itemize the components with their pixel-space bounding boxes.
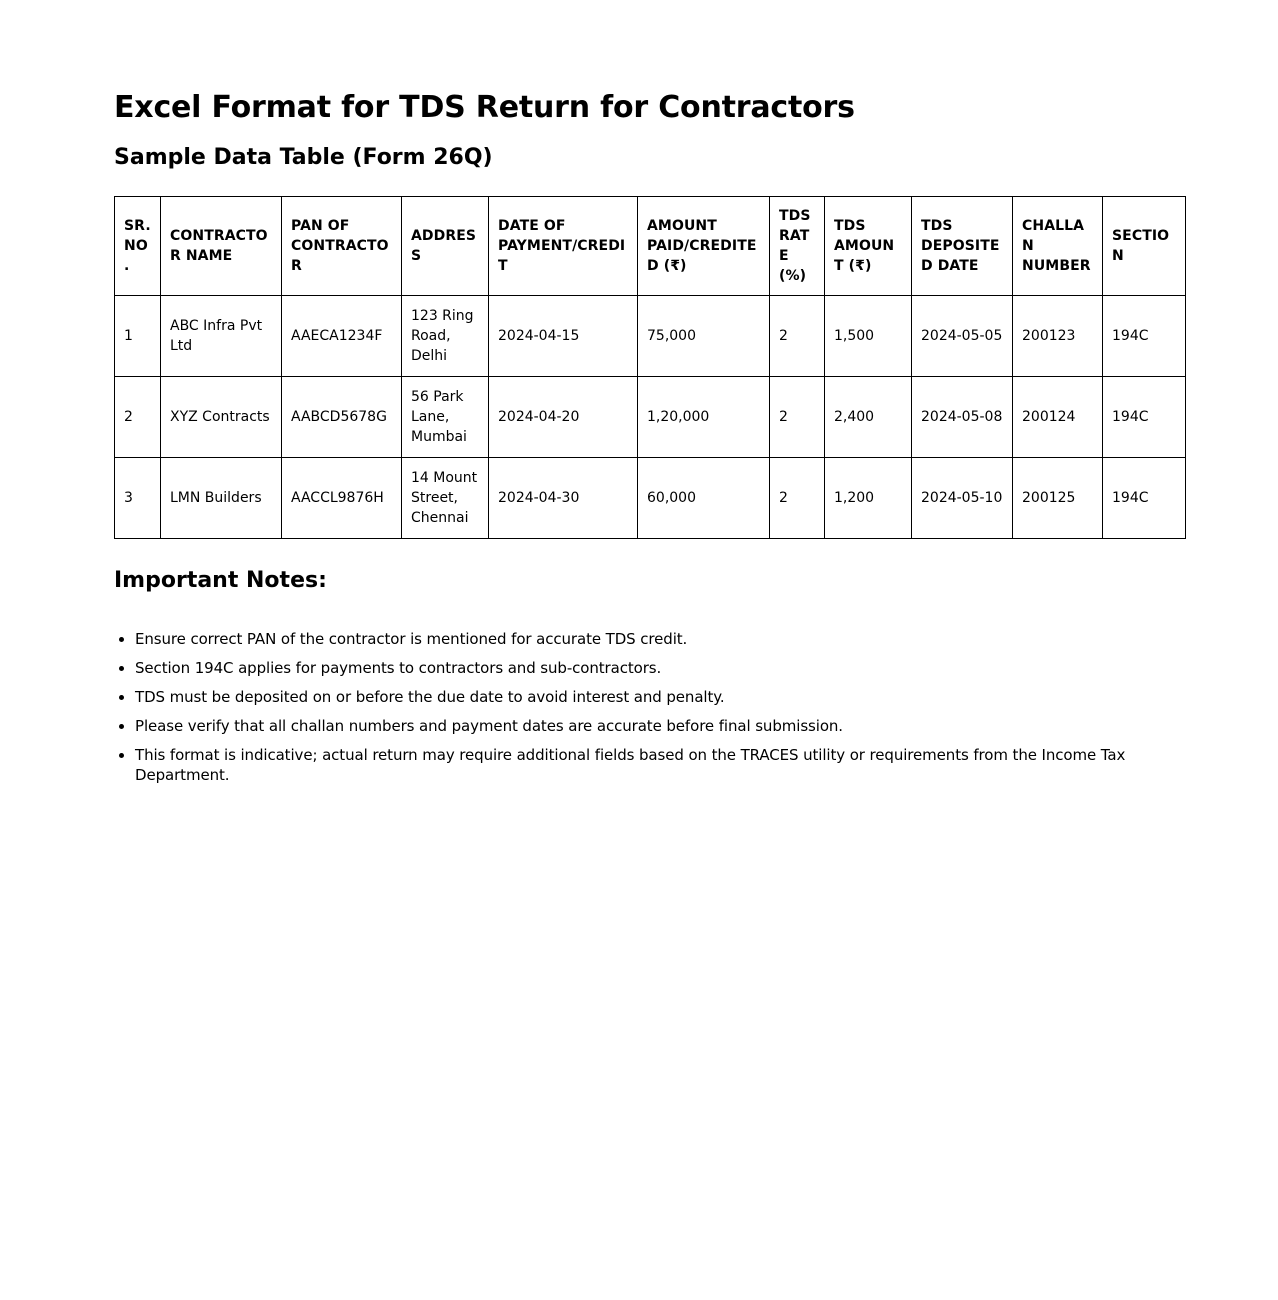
cell-address: 56 Park Lane, Mumbai: [402, 377, 489, 458]
header-pan: PAN OF CONTRACTOR: [282, 197, 402, 296]
cell-tds-rate: 2: [770, 377, 825, 458]
table-row: [115, 458, 1186, 539]
cell-amount-paid: 60,000: [638, 458, 770, 539]
list-item: • TDS must be deposited on or before the due date to avoid interest and penalty.: [135, 687, 1185, 707]
cell-tds-deposited-date: 2024-05-05: [912, 296, 1013, 377]
header-tds-amount: TDS AMOUNT (₹): [825, 197, 912, 296]
cell-address: 14 Mount Street, Chennai: [402, 458, 489, 539]
cell-section: 194C: [1103, 377, 1186, 458]
cell-section: 194C: [1103, 296, 1186, 377]
table-row: [115, 377, 1186, 458]
header-tds-rate: TDS RATE (%): [770, 197, 825, 296]
tds-data-table: [114, 196, 1186, 539]
cell-amount-paid: 75,000: [638, 296, 770, 377]
cell-tds-rate: 2: [770, 458, 825, 539]
header-amount-paid: AMOUNT PAID/CREDITED (₹): [638, 197, 770, 296]
cell-tds-rate: 2: [770, 296, 825, 377]
list-item: • Please verify that all challan numbers and payment dates are accurate before final submission.: [135, 716, 1185, 736]
cell-address: 123 Ring Road, Delhi: [402, 296, 489, 377]
cell-challan-number: 200124: [1013, 377, 1103, 458]
header-payment-date: DATE OF PAYMENT/CREDIT: [489, 197, 638, 296]
header-challan-number: CHALLAN NUMBER: [1013, 197, 1103, 296]
cell-tds-deposited-date: 2024-05-10: [912, 458, 1013, 539]
cell-tds-amount: 2,400: [825, 377, 912, 458]
header-sr-no: SR. NO.: [115, 197, 161, 296]
cell-tds-amount: 1,200: [825, 458, 912, 539]
list-item: • This format is indicative; actual return may require additional fields based on the TRACES utility or requirements from the Income Tax Department.: [135, 745, 1185, 785]
header-contractor-name: CONTRACTOR NAME: [161, 197, 282, 296]
cell-challan-number: 200125: [1013, 458, 1103, 539]
table-row: [115, 296, 1186, 377]
header-tds-deposited-date: TDS DEPOSITED DATE: [912, 197, 1013, 296]
cell-contractor-name: XYZ Contracts: [161, 377, 282, 458]
cell-sr-no: 1: [115, 296, 161, 377]
cell-sr-no: 3: [115, 458, 161, 539]
cell-pan: AAECA1234F: [282, 296, 402, 377]
table-section-heading: Sample Data Table (Form 26Q): [114, 145, 493, 170]
cell-amount-paid: 1,20,000: [638, 377, 770, 458]
notes-heading: Important Notes:: [114, 568, 327, 593]
cell-payment-date: 2024-04-20: [489, 377, 638, 458]
cell-payment-date: 2024-04-15: [489, 296, 638, 377]
cell-tds-amount: 1,500: [825, 296, 912, 377]
table-header-row: [115, 197, 1186, 296]
cell-payment-date: 2024-04-30: [489, 458, 638, 539]
header-section: SECTION: [1103, 197, 1186, 296]
header-address: ADDRESS: [402, 197, 489, 296]
list-item: • Section 194C applies for payments to contractors and sub-contractors.: [135, 658, 1185, 678]
cell-contractor-name: ABC Infra Pvt Ltd: [161, 296, 282, 377]
cell-tds-deposited-date: 2024-05-08: [912, 377, 1013, 458]
notes-list: [114, 629, 1185, 785]
cell-section: 194C: [1103, 458, 1186, 539]
cell-contractor-name: LMN Builders: [161, 458, 282, 539]
cell-sr-no: 2: [115, 377, 161, 458]
list-item: • Ensure correct PAN of the contractor is mentioned for accurate TDS credit.: [135, 629, 1185, 649]
page-title: Excel Format for TDS Return for Contractors: [114, 90, 855, 125]
cell-pan: AACCL9876H: [282, 458, 402, 539]
cell-challan-number: 200123: [1013, 296, 1103, 377]
cell-pan: AABCD5678G: [282, 377, 402, 458]
